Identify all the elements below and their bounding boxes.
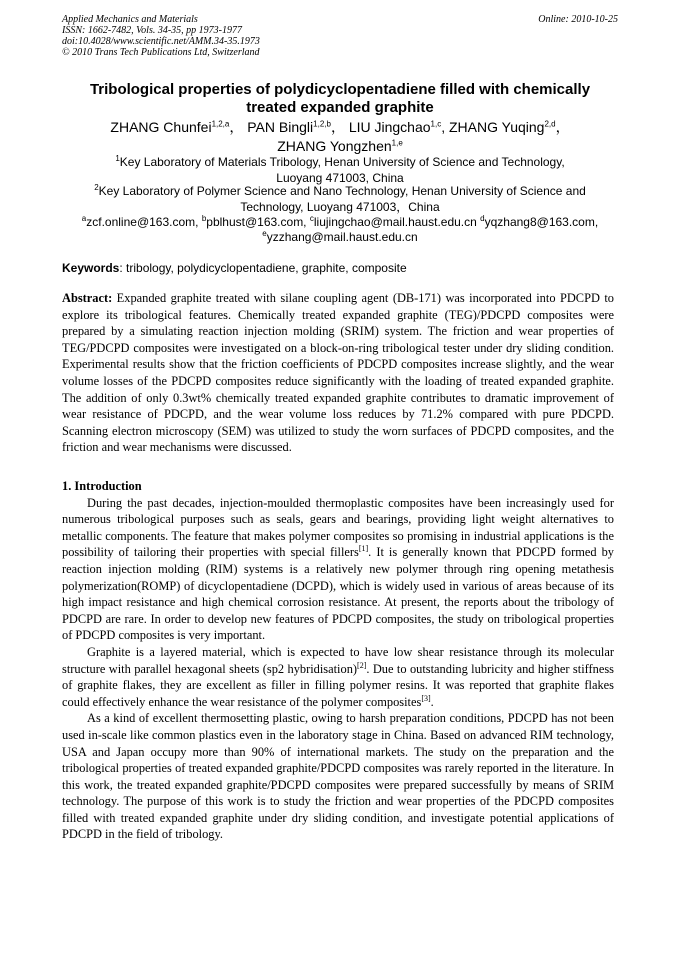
author-name: ZHANG Yuqing	[449, 119, 545, 135]
section-heading: 1. Introduction	[62, 479, 142, 493]
paragraph-text: .	[430, 694, 434, 709]
paragraph-text: . Due to outstanding lubricity and higher stiffness of graphite flakes, they are excellent as filler in filling polymer resins. It was reported that graphite flakes could effectively enhance the wear resistance of the polymer composites	[62, 661, 615, 709]
author-name: PAN Bingli	[247, 119, 314, 135]
keywords	[62, 261, 618, 276]
journal-name: Applied Mechanics and Materials	[62, 14, 198, 25]
author-separator: ，	[330, 119, 345, 135]
affiliation-1	[78, 154, 602, 186]
introduction-section	[62, 478, 614, 843]
affiliation-text: Luoyang 471003, China	[276, 171, 404, 185]
affiliation-text: Key Laboratory of Materials Tribology, Henan University of Science and Technology,	[119, 155, 565, 169]
citation-ref[interactable]: [1]	[358, 544, 369, 554]
author-name: LIU Jingchao	[348, 119, 431, 135]
paragraph-text: As a kind of excellent thermosetting plastic, owing to harsh preparation conditions, PDCPD has not been used in-scale like common plastics even in the laboratory stage in China. Based on advanced RIM technology, USA and Japan occupy more than 90% of international markets. The study on the preparation and the tribological properties of treated expanded graphite/PDCPD composites was rarely reported in the literature. In this work, the treated expanded graphite/PDCPD composites were prepared successfully by means of SRIM technology. The purpose of this work is to study the friction and wear properties of the PDCPD composites filled with treated expanded graphite under dry sliding condition, and investigate potential applications of PDCPD in the field of tribology.	[62, 711, 614, 842]
author-affiliation-mark: 1,2,b	[313, 119, 331, 129]
email-mark: a	[81, 214, 87, 223]
paragraph	[62, 644, 614, 710]
affiliation-mark: 2	[94, 183, 99, 192]
paragraph-text: . It is generally known that PDCPD formed by reaction injection molding (RIM) systems is a relatively new polymer through ring opening metathesis polymerization(ROMP) of dicyclopentadiene (DCPD), which is widely used in various of areas because of its high impact resistance and high chemical corrosion resistance. At present, the reports about the tribology of PDCPD are rare. In order to develop new features of PDCPD composites, the study on tribological properties of PDCPD composites is very important.	[62, 545, 614, 643]
email-mark: b	[201, 214, 207, 223]
citation-ref[interactable]: [3]	[421, 693, 431, 703]
email-address[interactable]: pblhust@163.com,	[206, 215, 310, 229]
abstract	[62, 290, 614, 456]
author-affiliation-mark: 1,e	[391, 138, 403, 148]
affiliation-mark: 1	[115, 154, 120, 163]
issn-line: ISSN: 1662-7482, Vols. 34-35, pp 1973-1977	[62, 25, 242, 36]
author-name: ZHANG Yongzhen	[277, 138, 392, 154]
journal-header	[62, 14, 618, 58]
email-address[interactable]: yzzhang@mail.haust.edu.cn	[266, 230, 418, 244]
keywords-label: Keywords	[62, 261, 120, 275]
email-mark: d	[480, 214, 485, 223]
paper-title	[62, 81, 618, 117]
paragraph-text: During the past decades, injection-moulded thermoplastic composites have been increasingly used for numerous tribological purposes such as seals, gears and bearings, providing light weight alternatives to metallic components. The feature that makes polymer composites so promising in industrial applications is the possibility of tailoring their properties with special fillers	[62, 495, 614, 560]
affiliation-2	[78, 183, 602, 215]
doi-line: doi:10.4028/www.scientific.net/AMM.34-35.1973	[62, 36, 260, 47]
affiliation-text: Key Laboratory of Polymer Science and Nano Technology, Henan University of Science and	[98, 184, 586, 198]
keywords-text: : tribology, polydicyclopentadiene, graphite, composite	[119, 261, 407, 275]
paragraph	[62, 495, 614, 644]
email-address[interactable]: zcf.online@163.com,	[86, 215, 202, 229]
email-address[interactable]: liujingchao@mail.haust.edu.cn	[313, 215, 481, 229]
email-mark: e	[262, 229, 267, 238]
online-date: Online: 2010-10-25	[538, 14, 618, 25]
affiliation-text: Technology, Luoyang 471003，China	[240, 200, 440, 214]
paragraph-text: Graphite is a layered material, which is expected to have low shear resistance through its molecular structure with parallel hexagonal sheets (sp2 hybridisation)	[62, 644, 614, 676]
abstract-text: Expanded graphite treated with silane coupling agent (DB-171) was incorporated into PDCPD to explore its tribological features. Chemically treated expanded graphite (TEG)/PDCPD composites were prepared by a simulating reaction injection molding (SRIM) system. The friction and wear properties of TEG/PDCPD composites were investigated on a block-on-ring tribological tester under dry sliding condition. Experimental results show that the friction coefficients of PDCPD composites increase slightly, and the wear volume losses of the PDCPD composites reduce significantly with the loading of treated expanded graphite. The addition of only 0.3wt% chemically treated expanded graphite contributes to dramatic improvement of wear resistance of PDCPD, and the wear volume loss reduces by 71.2% compared with pure PDCPD. Scanning electron microscopy (SEM) was utilized to study the worn surfaces of PDCPD composites, and the friction and wear mechanisms were discussed.	[62, 291, 614, 455]
paragraph	[62, 710, 614, 843]
author-list	[62, 118, 618, 156]
author-separator: ,	[441, 119, 449, 135]
email-mark: c	[309, 214, 314, 223]
copyright-line: © 2010 Trans Tech Publications Ltd, Switzerland	[62, 47, 260, 58]
email-list	[62, 215, 618, 245]
title-line-1: Tribological properties of polydicyclopentadiene filled with chemically	[89, 81, 591, 98]
author-affiliation-mark: 1,c	[430, 119, 442, 129]
title-line-2: treated expanded graphite	[246, 99, 434, 116]
author-separator: ，	[555, 119, 570, 135]
citation-ref[interactable]: [2]	[357, 660, 367, 670]
abstract-label: Abstract:	[62, 291, 113, 305]
email-address[interactable]: yqzhang8@163.com,	[484, 215, 599, 229]
author-affiliation-mark: 1,2,a	[211, 119, 230, 129]
author-name: ZHANG Chunfei	[110, 119, 212, 135]
author-separator: ，	[229, 119, 244, 135]
author-affiliation-mark: 2,d	[544, 119, 556, 129]
